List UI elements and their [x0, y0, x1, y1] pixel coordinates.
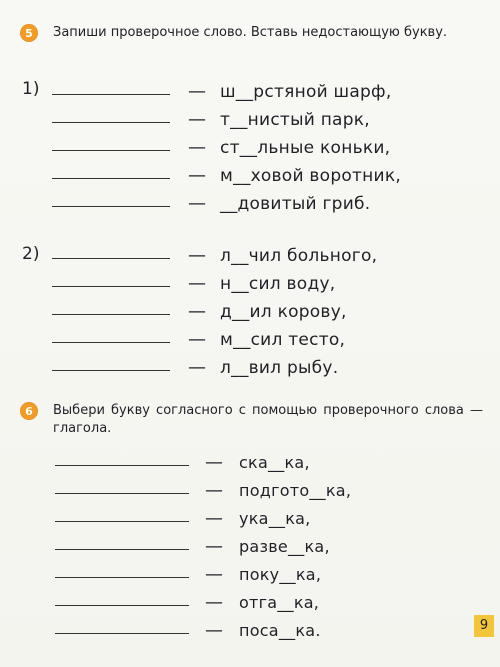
- dash: —: [188, 245, 206, 266]
- task-number-6: 6: [20, 402, 38, 420]
- dash: —: [205, 508, 223, 529]
- phrase-text: ш__рстяной шарф,: [220, 82, 392, 102]
- task-5-section-2-row: [52, 274, 392, 298]
- answer-line[interactable]: [55, 465, 189, 466]
- phrase-text: н__сил воду,: [220, 274, 336, 294]
- section-2-label: 2): [22, 244, 40, 264]
- dash: —: [205, 536, 223, 557]
- dash: —: [205, 480, 223, 501]
- phrase-text: т__нистый парк,: [220, 110, 370, 130]
- task-6-row: [55, 481, 355, 505]
- dash: —: [188, 137, 206, 158]
- task-6-instruction: Выбери букву согласного с помощью проверочного слова — глагола.: [53, 403, 483, 436]
- task-5-section-1-row: [52, 138, 402, 162]
- phrase-text: ука__ка,: [239, 509, 311, 528]
- task-5-section-1-row: [52, 82, 402, 106]
- task-5-section-2-row: [52, 302, 392, 326]
- task-6-row: [55, 453, 355, 477]
- dash: —: [188, 165, 206, 186]
- phrase-text: поку__ка,: [239, 565, 322, 584]
- phrase-text: м__сил тесто,: [220, 330, 346, 350]
- dash: —: [205, 564, 223, 585]
- phrase-text: л__чил больного,: [220, 246, 378, 266]
- task-5-section-2-row: [52, 358, 392, 382]
- answer-line[interactable]: [55, 493, 189, 494]
- phrase-text: отга__ка,: [239, 593, 320, 612]
- dash: —: [188, 81, 206, 102]
- page-number-badge: 9: [474, 615, 494, 637]
- answer-line[interactable]: [52, 178, 170, 179]
- phrase-text: подгото__ка,: [239, 481, 352, 500]
- task-6-row: [55, 565, 355, 589]
- dash: —: [188, 357, 206, 378]
- answer-line[interactable]: [52, 122, 170, 123]
- answer-line[interactable]: [52, 258, 170, 259]
- answer-line[interactable]: [52, 150, 170, 151]
- phrase-text: л__вил рыбу.: [220, 358, 339, 378]
- answer-line[interactable]: [55, 633, 189, 634]
- task-5-section-1-row: [52, 166, 402, 190]
- task-6-row: [55, 621, 355, 645]
- answer-line[interactable]: [55, 521, 189, 522]
- task-6-row: [55, 509, 355, 533]
- answer-line[interactable]: [52, 286, 170, 287]
- answer-line[interactable]: [55, 549, 189, 550]
- answer-line[interactable]: [52, 206, 170, 207]
- answer-line[interactable]: [55, 577, 189, 578]
- task-5-section-2-row: [52, 246, 392, 270]
- dash: —: [188, 301, 206, 322]
- answer-line[interactable]: [52, 94, 170, 95]
- task-5-instruction: Запиши проверочное слово. Вставь недостающую букву.: [53, 25, 448, 40]
- phrase-text: ст__льные коньки,: [220, 138, 391, 158]
- dash: —: [188, 109, 206, 130]
- phrase-text: м__ховой воротник,: [220, 166, 402, 186]
- phrase-text: __довитый гриб.: [220, 194, 371, 214]
- dash: —: [188, 193, 206, 214]
- task-number-5: 5: [20, 24, 38, 42]
- dash: —: [188, 329, 206, 350]
- dash: —: [205, 592, 223, 613]
- phrase-text: ска__ка,: [239, 453, 310, 472]
- answer-line[interactable]: [55, 605, 189, 606]
- answer-line[interactable]: [52, 314, 170, 315]
- answer-line[interactable]: [52, 370, 170, 371]
- task-6-row: [55, 537, 355, 561]
- task-5-section-2-row: [52, 330, 392, 354]
- answer-line[interactable]: [52, 342, 170, 343]
- phrase-text: разве__ка,: [239, 537, 330, 556]
- dash: —: [205, 452, 223, 473]
- section-1-label: 1): [22, 79, 40, 99]
- dash: —: [205, 620, 223, 641]
- task-5-section-1-row: [52, 194, 402, 218]
- task-5-section-1-row: [52, 110, 402, 134]
- phrase-text: поса__ка.: [239, 621, 321, 640]
- task-6-row: [55, 593, 355, 617]
- dash: —: [188, 273, 206, 294]
- phrase-text: д__ил корову,: [220, 302, 347, 322]
